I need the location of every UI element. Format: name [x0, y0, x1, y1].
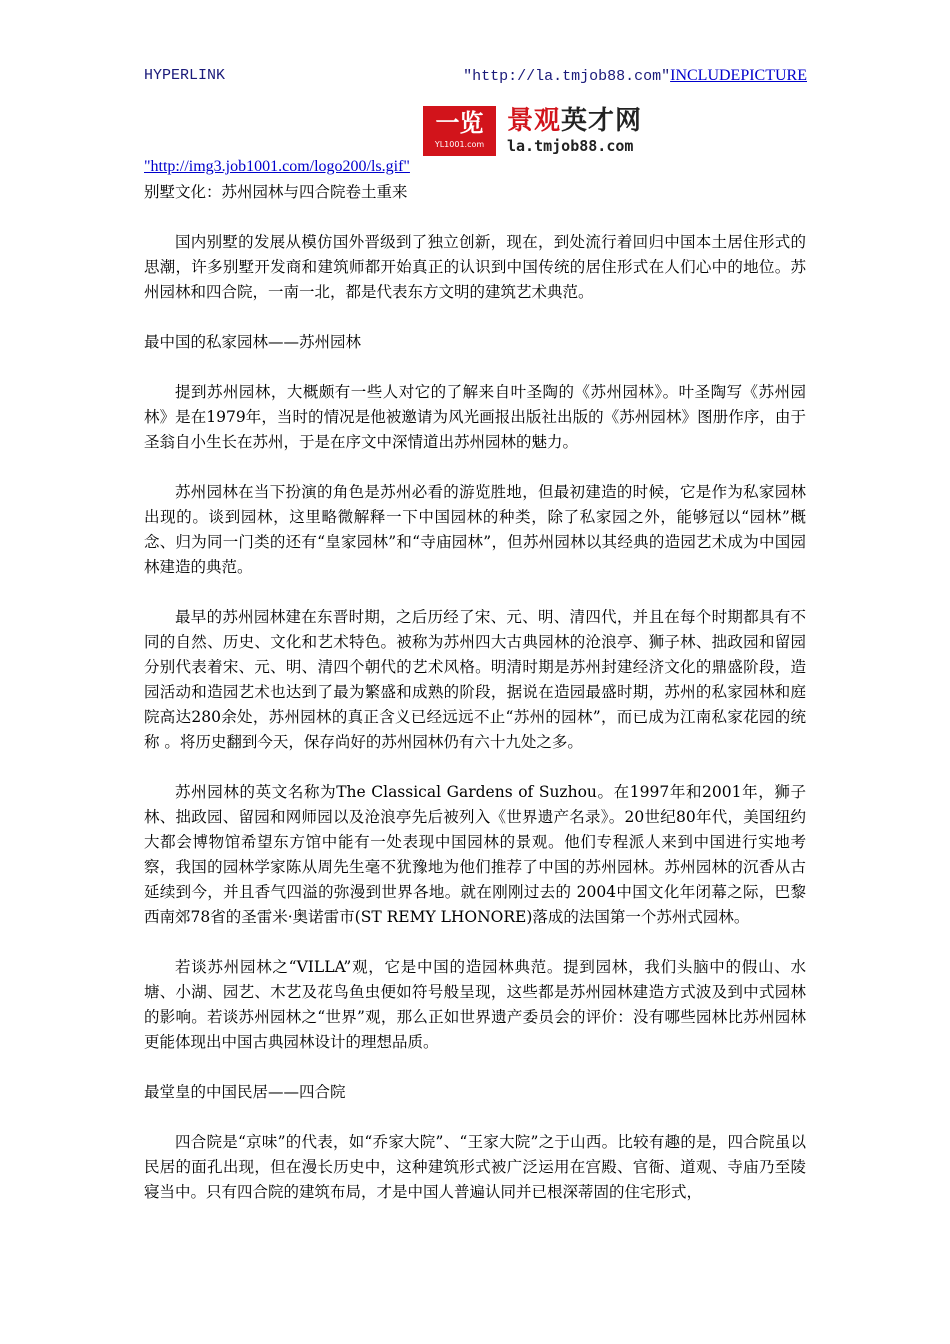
- field-url-text: "http://la.tmjob88.com": [463, 68, 671, 85]
- paragraph-suzhou-4: 苏州园林的英文名称为The Classical Gardens of Suzhou。在1997年和2001年，狮子林、拙政园、留园和网师园以及沧浪亭先后被列入《世界遗产名录》。20世纪80年代，美国纽约大都会博物馆希望东方馆中能有一处表现中国园林的景观。他们专程派人来到中国进行实地考察，我国的园林学家陈从周先生毫不犹豫地为他们推荐了中国的苏州园林。苏州园林的沉香从古延续到今，并且香气四溢的弥漫到世界各地。就在刚刚过去的 2004中国文化年闭幕之际，巴黎西南郊78省的圣雷米·奥诺雷市(ST REMY LHONORE)落成的法国第一个苏州式园林。: [144, 783, 806, 926]
- hyperlink-field-label: HYPERLINK: [144, 67, 226, 84]
- section-heading-suzhou: 最中国的私家园林——苏州园林: [144, 333, 362, 351]
- paragraph-intro: 国内别墅的发展从模仿国外晋级到了独立创新，现在，到处流行着回归中国本土居住形式的思潮，许多别墅开发商和建筑师都开始真正的认识到中国传统的居住形式在人们心中的地位。苏州园林和四合院，一南一北，都是代表东方文明的建筑艺术典范。: [144, 233, 806, 301]
- logo-site-name: [507, 106, 642, 136]
- paragraph-suzhou-5: 若谈苏州园林之“VILLA”观，它是中国的造园林典范。提到园林，我们头脑中的假山、水塘、小湖、园艺、木艺及花鸟鱼虫便如符号般呈现，这些都是苏州园林建造方式波及到中式园林的影响。若谈苏州园林之“世界”观，那么正如世界遗产委员会的评价：没有哪些园林比苏州园林更能体现出中国古典园林设计的理想品质。: [144, 958, 806, 1051]
- logo-url: la.tmjob88.com: [507, 137, 634, 155]
- logo-badge-domain: YL1001.com: [434, 140, 485, 149]
- paragraph-suzhou-3: 最早的苏州园林建在东晋时期，之后历经了宋、元、明、清四代，并且在每个时期都具有不同的自然、历史、文化和艺术特色。被称为苏州四大古典园林的沧浪亭、狮子林、拙政园和留园分别代表着宋、元、明、清四个朝代的艺术风格。明清时期是苏州封建经济文化的鼎盛阶段，造园活动和造园艺术也达到了最为繁盛和成熟的阶段，据说在造园最盛时期，苏州的私家园林和庭院高达280余处，苏州园林的真正含义已经远远不止“苏州的园林”，而已成为江南私家花园的统称 。将历史翻到今天，保存尚好的苏州园林仍有六十九处之多。: [144, 608, 806, 751]
- article-title: 别墅文化：苏州园林与四合院卷土重来: [144, 183, 408, 201]
- image-source-link[interactable]: "http://img3.job1001.com/logo200/ls.gif": [144, 158, 410, 175]
- paragraph-suzhou-1: 提到苏州园林，大概颇有一些人对它的了解来自叶圣陶的《苏州园林》。叶圣陶写《苏州园林》是在1979年，当时的情况是他被邀请为风光画报出版社出版的《苏州园林》图册作序，由于圣翁自小生长在苏州，于是在序文中深情道出苏州园林的魅力。: [144, 383, 806, 451]
- include-picture-field: [463, 66, 807, 87]
- document-body: [144, 156, 806, 1205]
- paragraph-siheyuan-1: 四合院是“京味”的代表，如“乔家大院”、“王家大院”之于山西。比较有趣的是，四合院虽以民居的面孔出现，但在漫长历史中，这种建筑形式被广泛运用在宫殿、官衙、道观、寺庙乃至陵寝当中。只有四合院的建筑布局，才是中国人普遍认同并已根深蒂固的住宅形式，: [144, 1133, 806, 1201]
- logo-name-dark: 英才网: [561, 106, 643, 136]
- logo-name-red: 景观: [507, 106, 562, 136]
- paragraph-suzhou-2: 苏州园林在当下扮演的角色是苏州必看的游览胜地，但最初建造的时候，它是作为私家园林出现的。谈到园林，这里略微解释一下中国园林的种类，除了私家园之外，能够冠以“园林”概念、归为同一门类的还有“皇家园林”和“寺庙园林”，但苏州园林以其经典的造园艺术成为中国园林建造的典范。: [144, 483, 806, 576]
- site-logo[interactable]: [423, 106, 663, 156]
- section-heading-siheyuan: 最堂皇的中国民居——四合院: [144, 1083, 346, 1101]
- logo-badge-text: 一览: [435, 109, 484, 137]
- includepicture-link[interactable]: INCLUDEPICTURE: [670, 67, 807, 84]
- logo-badge: [423, 106, 496, 156]
